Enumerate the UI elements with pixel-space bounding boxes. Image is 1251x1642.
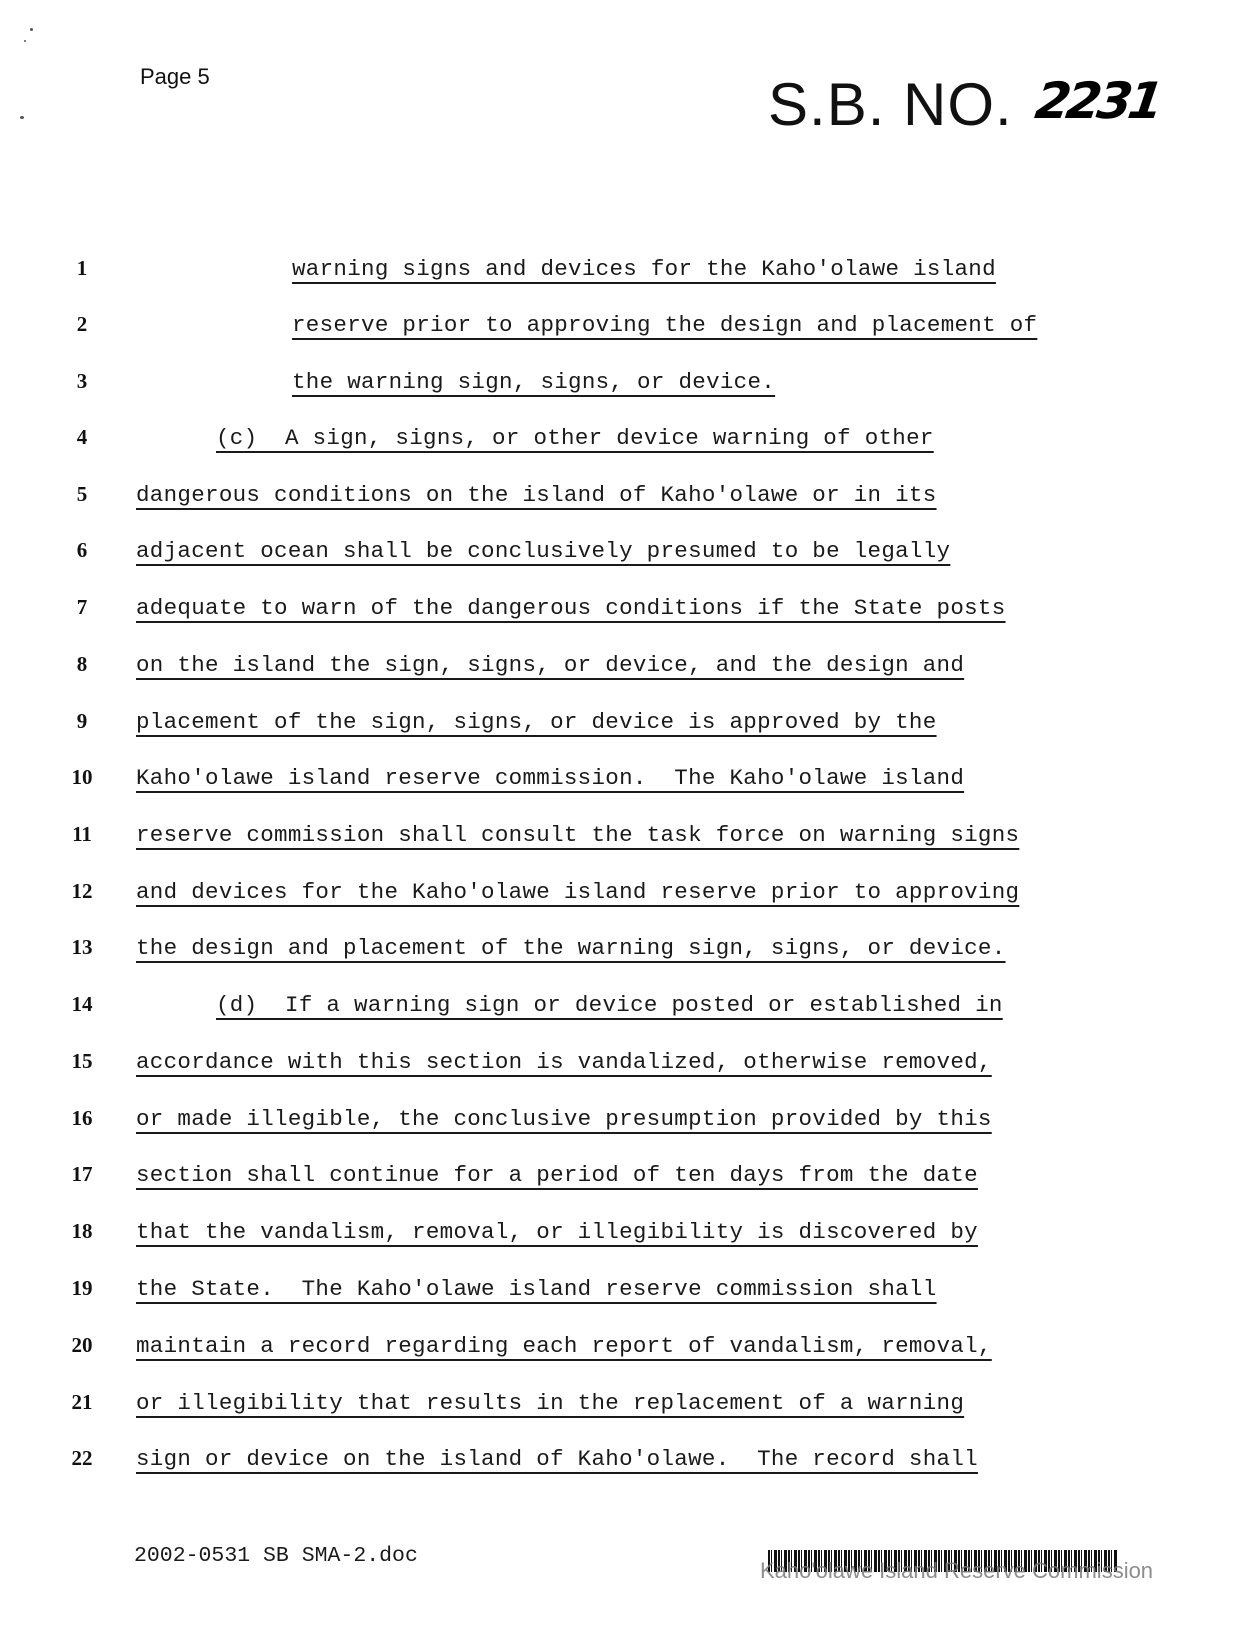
document-line (0, 538, 1251, 578)
line-number: 17 (71, 1162, 93, 1186)
document-line (0, 256, 1251, 296)
line-text: on the island the sign, signs, or device, and the design and (136, 652, 965, 678)
document-line (0, 1219, 1251, 1259)
document-line (0, 765, 1251, 805)
line-text: or illegibility that results in the replacement of a warning (136, 1390, 965, 1416)
document-line (0, 1333, 1251, 1373)
page-label: Page 5 (140, 64, 210, 89)
line-number: 4 (76, 425, 88, 449)
line-number: 21 (71, 1390, 93, 1414)
line-text: placement of the sign, signs, or device is approved by the (136, 709, 937, 735)
line-text: warning signs and devices for the Kaho'olawe island (292, 256, 996, 282)
line-text: the warning sign, signs, or device. (292, 369, 776, 395)
line-number: 12 (71, 879, 93, 903)
line-number: 20 (71, 1333, 93, 1357)
line-text: adjacent ocean shall be conclusively presumed to be legally (136, 538, 951, 564)
document-line (0, 1446, 1251, 1486)
line-number: 8 (76, 652, 88, 676)
document-line (0, 992, 1251, 1032)
document-line (0, 1390, 1251, 1430)
line-text: section shall continue for a period of ten days from the date (136, 1162, 978, 1188)
bill-number-label: S.B. NO. (768, 71, 1013, 138)
line-number: 14 (71, 992, 93, 1016)
scan-speck (24, 40, 26, 42)
bill-number-handwritten: 2231 (1031, 72, 1164, 130)
document-line (0, 425, 1251, 465)
document-line (0, 595, 1251, 635)
document-line (0, 709, 1251, 749)
line-number: 1 (76, 256, 88, 280)
line-text: the State. The Kaho'olawe island reserve commission shall (136, 1276, 937, 1302)
document-line (0, 482, 1251, 522)
line-number: 18 (71, 1219, 93, 1243)
line-number: 19 (71, 1276, 93, 1300)
document-line (0, 1276, 1251, 1316)
line-text: sign or device on the island of Kaho'olawe. The record shall (136, 1446, 978, 1472)
line-text: maintain a record regarding each report of vandalism, removal, (136, 1333, 992, 1359)
line-text: the design and placement of the warning sign, signs, or device. (136, 935, 1006, 961)
archive-watermark: Kaho'olawe Island Reserve Commission (760, 1558, 1154, 1583)
line-text: (d) If a warning sign or device posted or established in (216, 992, 1003, 1018)
document-line (0, 652, 1251, 692)
line-number: 13 (71, 935, 93, 959)
document-line (0, 1106, 1251, 1146)
line-number: 5 (76, 482, 88, 506)
line-text: and devices for the Kaho'olawe island reserve prior to approving (136, 879, 1020, 905)
line-number: 2 (76, 312, 88, 336)
line-text: Kaho'olawe island reserve commission. The Kaho'olawe island (136, 765, 965, 791)
line-number: 9 (76, 709, 88, 733)
line-text: adequate to warn of the dangerous conditions if the State posts (136, 595, 1006, 621)
line-text: or made illegible, the conclusive presumption provided by this (136, 1106, 992, 1132)
document-line (0, 879, 1251, 919)
line-number: 22 (71, 1446, 93, 1470)
document-line (0, 312, 1251, 352)
document-line (0, 822, 1251, 862)
document-line (0, 369, 1251, 409)
line-number: 6 (76, 538, 88, 562)
line-number: 3 (76, 369, 88, 393)
document-line (0, 1162, 1251, 1202)
scan-speck (20, 116, 24, 119)
line-number: 10 (71, 765, 93, 789)
document-line (0, 1049, 1251, 1089)
line-text: that the vandalism, removal, or illegibility is discovered by (136, 1219, 978, 1245)
line-text: reserve prior to approving the design and placement of (292, 312, 1038, 338)
line-number: 11 (72, 822, 92, 846)
line-number: 16 (71, 1106, 93, 1130)
document-line (0, 935, 1251, 975)
line-text: (c) A sign, signs, or other device warning of other (216, 425, 934, 451)
footer-filename: 2002-0531 SB SMA-2.doc (134, 1544, 418, 1568)
line-number: 15 (71, 1049, 93, 1073)
line-text: dangerous conditions on the island of Kaho'olawe or in its (136, 482, 937, 508)
line-number: 7 (76, 595, 88, 619)
line-text: reserve commission shall consult the task force on warning signs (136, 822, 1020, 848)
scan-speck (30, 28, 33, 31)
line-text: accordance with this section is vandalized, otherwise removed, (136, 1049, 992, 1075)
